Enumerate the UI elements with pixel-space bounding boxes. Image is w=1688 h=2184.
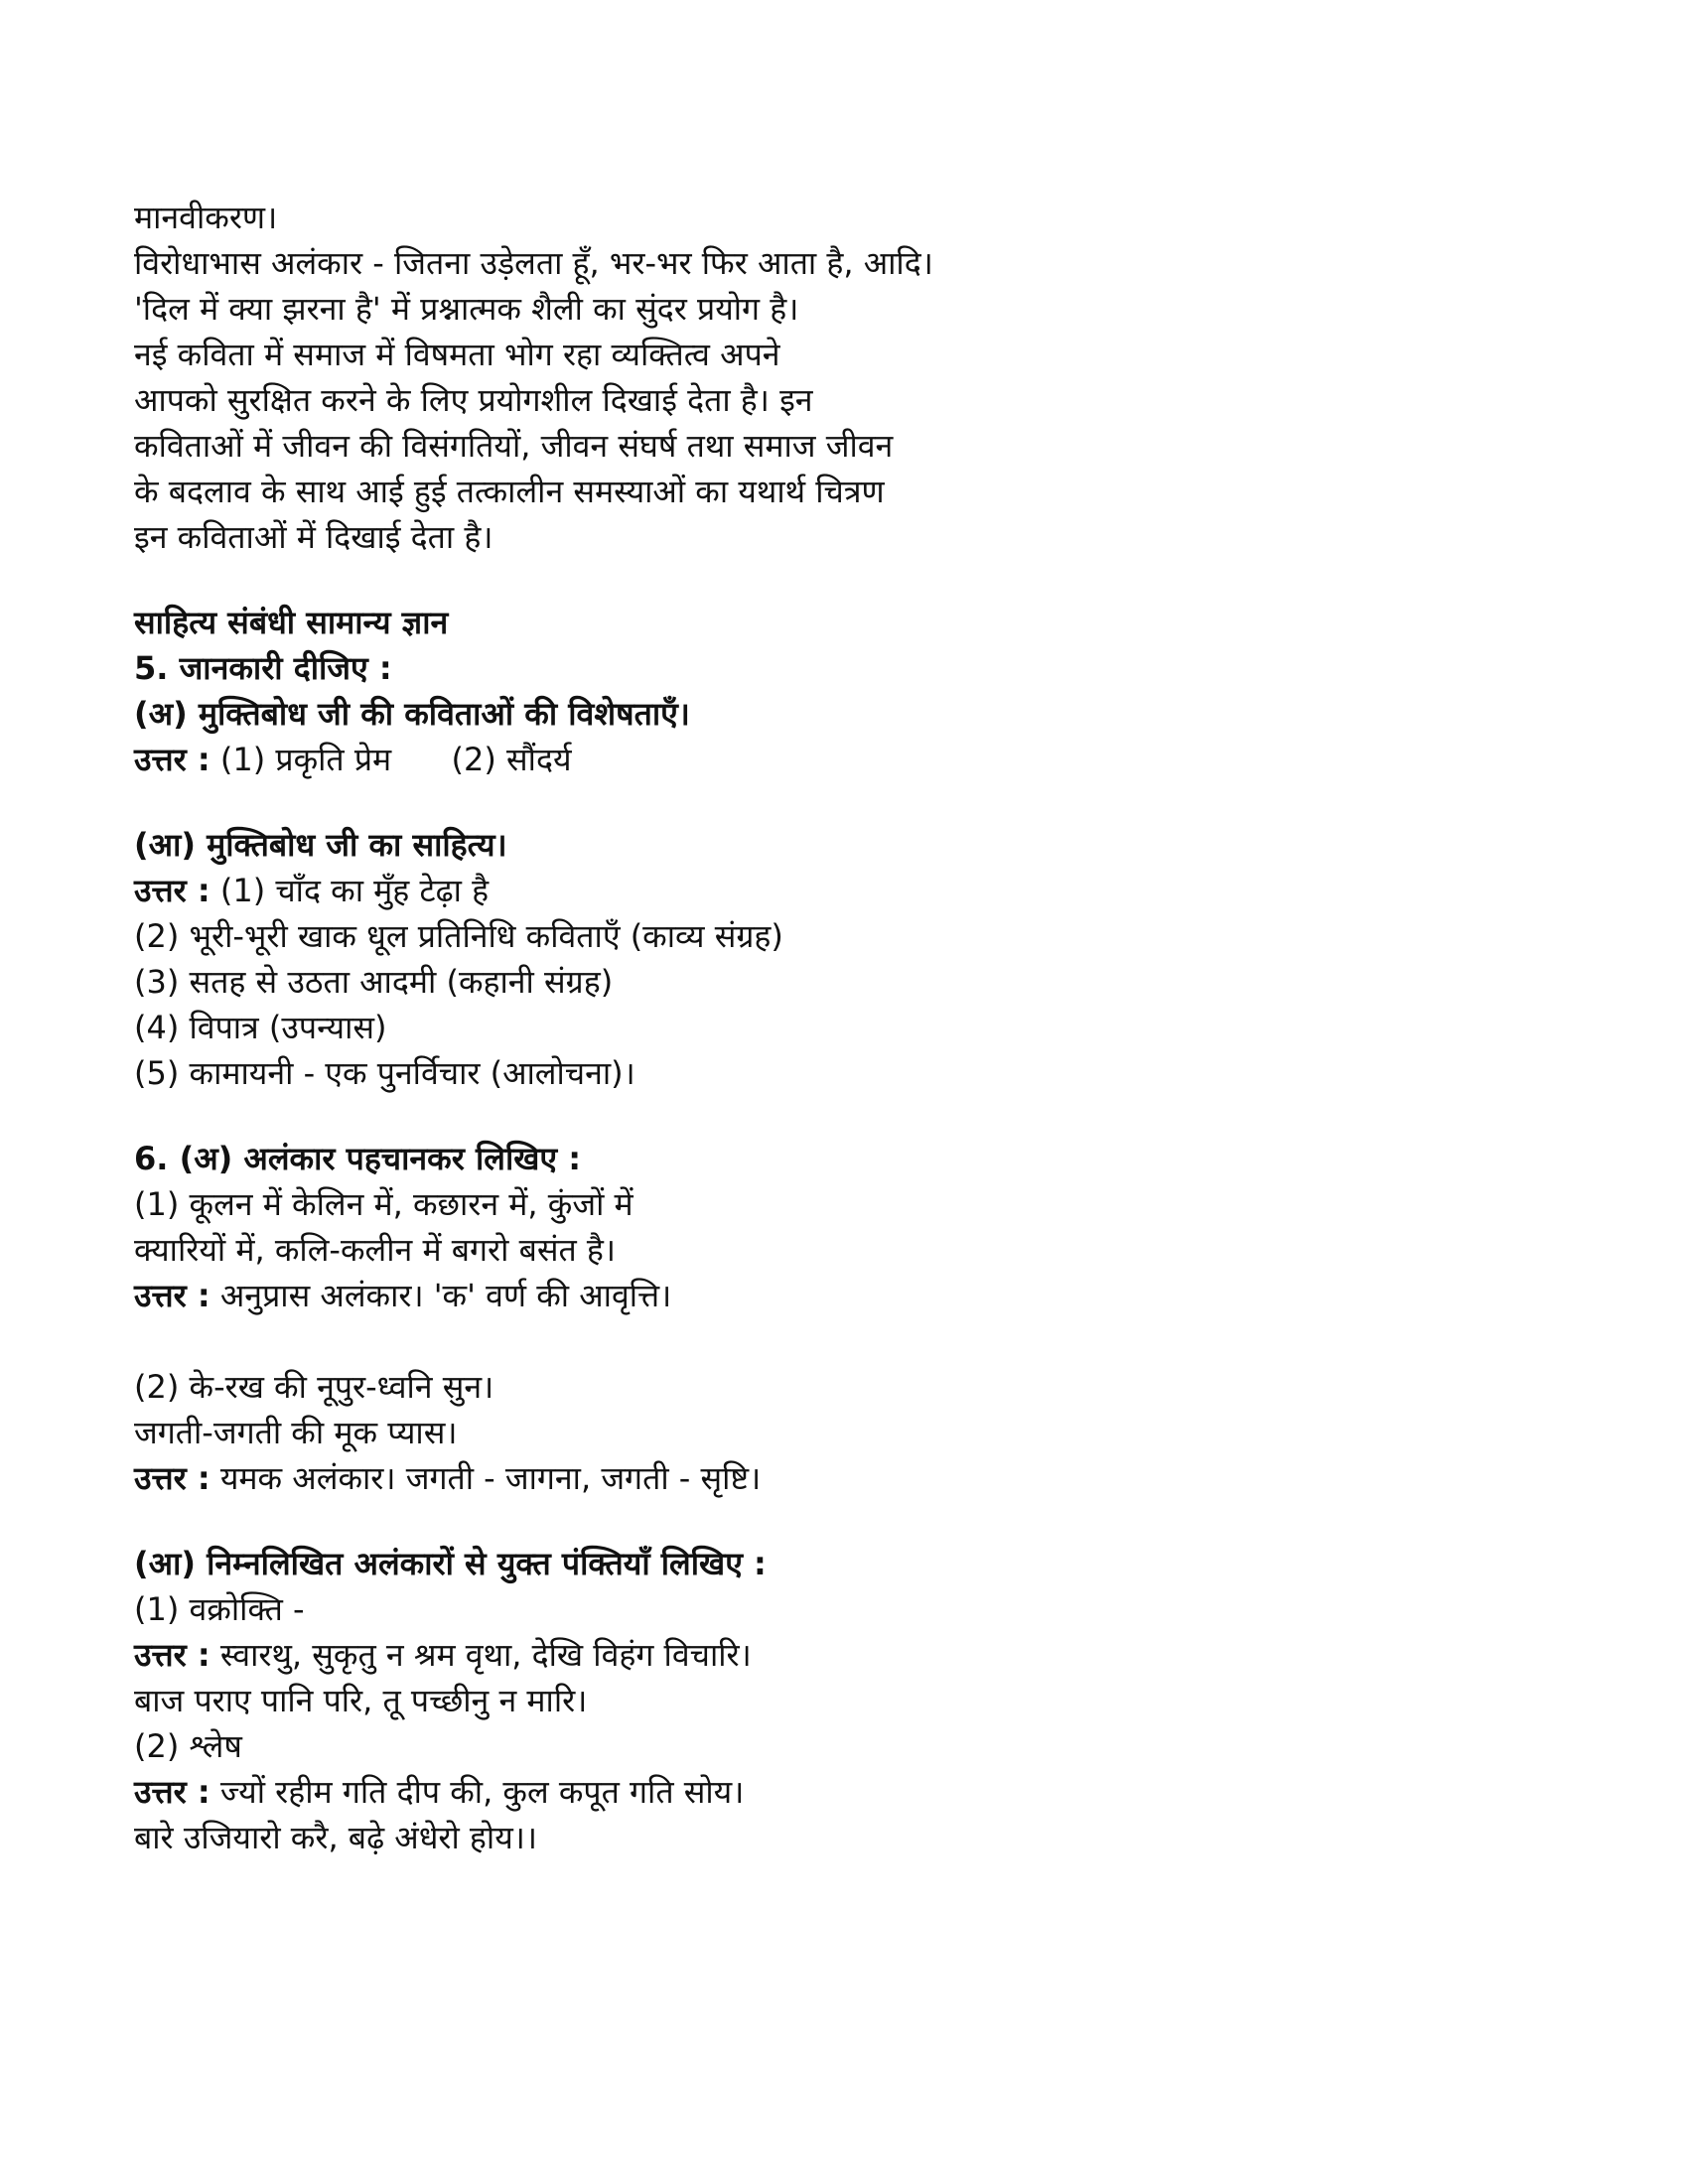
- intro-line: इन कविताओं में दिखाई देता है।: [134, 518, 493, 556]
- answer-6b-1-line-2: बाज पराए पानि परि, तू पच्छीनु न मारि।: [134, 1682, 588, 1719]
- intro-line: 'दिल में क्या झरना है' में प्रश्नात्मक शैली का सुंदर प्रयोग है।: [134, 290, 799, 328]
- spacer: [134, 560, 1425, 600]
- question-6b: (आ) निम्नलिखित अलंकारों से युक्त पंक्तियाँ लिखिए :: [134, 1545, 767, 1582]
- spacer: [134, 1501, 1425, 1541]
- example-1-line: क्यारियों में, कलि-कलीन में बगरो बसंत है।: [134, 1231, 617, 1269]
- question-5b: (आ) मुक्तिबोध जी का साहित्य।: [134, 826, 507, 864]
- section-title: साहित्य संबंधी सामान्य ज्ञान: [134, 604, 449, 641]
- answer-6a-2: [134, 1455, 1425, 1501]
- answer-6a-1: [134, 1273, 1425, 1318]
- spacer: [134, 782, 1425, 822]
- intro-line: के बदलाव के साथ आई हुई तत्कालीन समस्याओं का यथार्थ चित्रण: [134, 473, 885, 510]
- answer-5b-item: (3) सतह से उठता आदमी (कहानी संग्रह): [134, 963, 614, 1001]
- answer-text: अनुप्रास अलंकार। 'क' वर्ण की आवृत्ति।: [219, 1277, 672, 1314]
- example-2-line: जगती-जगती की मूक प्यास।: [134, 1414, 458, 1451]
- example-2-line: (2) के-रख की नूपुर-ध्वनि सुन।: [134, 1368, 494, 1406]
- answer-5b-item: (2) भूरी-भूरी खाक धूल प्रतिनिधि कविताएँ (काव्य संग्रह): [134, 917, 783, 955]
- answer-label: उत्तर :: [134, 1277, 211, 1314]
- question-6a: 6. (अ) अलंकार पहचानकर लिखिए :: [134, 1140, 582, 1177]
- question-5: 5. जानकारी दीजिए :: [134, 649, 392, 687]
- item-6b-1: (1) वक्रोक्ति -: [134, 1590, 305, 1628]
- answer-label: उत्तर :: [134, 1773, 211, 1811]
- intro-line: विरोधाभास अलंकार - जितना उड़ेलता हूँ, भर-भर फिर आता है, आदि।: [134, 244, 933, 282]
- answer-label: उत्तर :: [134, 1636, 211, 1674]
- answer-label: उत्तर :: [134, 872, 211, 909]
- answer-label: उत्तर :: [134, 1459, 211, 1497]
- answer-5b-item: (4) विपात्र (उपन्यास): [134, 1009, 387, 1046]
- intro-line: आपको सुरक्षित करने के लिए प्रयोगशील दिखाई देता है। इन: [134, 381, 813, 419]
- answer-5b-item: (5) कामायनी - एक पुनर्विचार (आलोचना)।: [134, 1054, 635, 1092]
- answer-5b-item-1: (1) चाँद का मुँह टेढ़ा है: [219, 872, 490, 909]
- answer-5a-item-2: (2) सौंदर्य: [451, 741, 572, 778]
- intro-line: कविताओं में जीवन की विसंगतियों, जीवन संघर्ष तथा समाज जीवन: [134, 427, 894, 465]
- spacer: [134, 1318, 1425, 1364]
- intro-line: मानवीकरण।: [134, 199, 278, 236]
- answer-label: उत्तर :: [134, 741, 211, 778]
- question-5a: (अ) मुक्तिबोध जी की कविताओं की विशेषताएँ।: [134, 695, 690, 733]
- answer-text: स्वारथु, सुकृतु न श्रम वृथा, देखि विहंग विचारि।: [219, 1636, 752, 1674]
- answer-6b-2: [134, 1769, 1425, 1815]
- example-1-line: (1) कूलन में केलिन में, कछारन में, कुंजों में: [134, 1185, 633, 1223]
- answer-text: यमक अलंकार। जगती - जागना, जगती - सृष्टि।: [219, 1459, 762, 1497]
- intro-line: नई कविता में समाज में विषमता भोग रहा व्यक्तित्व अपने: [134, 336, 780, 373]
- page-content: [134, 195, 1425, 1860]
- answer-5a: [134, 737, 1425, 782]
- answer-6b-2-line-2: बारे उजियारो करै, बढ़े अंधेरो होय।।: [134, 1819, 538, 1856]
- item-6b-2: (2) श्लेष: [134, 1727, 242, 1765]
- answer-5a-item-1: (1) प्रकृति प्रेम: [219, 741, 392, 778]
- answer-text: ज्यों रहीम गति दीप की, कुल कपूत गति सोय।: [219, 1773, 745, 1811]
- answer-6b-1: [134, 1632, 1425, 1678]
- spacer: [134, 1096, 1425, 1136]
- answer-5b: [134, 868, 1425, 913]
